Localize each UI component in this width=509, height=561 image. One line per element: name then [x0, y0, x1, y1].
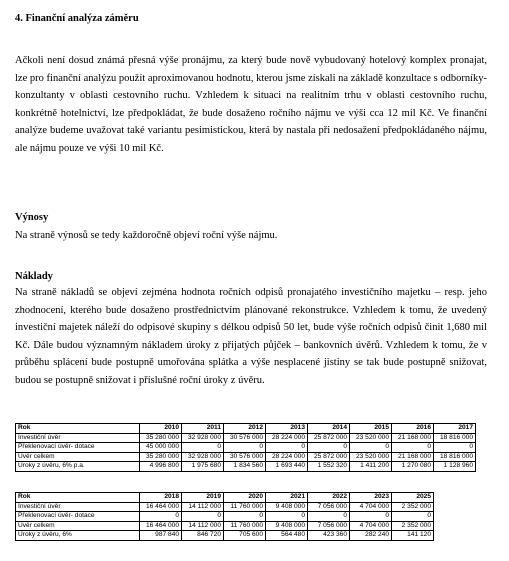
value-cell: 0: [266, 512, 308, 522]
value-cell: 0: [350, 443, 392, 453]
row-label-cell: Úvěr celkem: [16, 521, 140, 531]
value-cell: 1 270 080: [392, 462, 434, 472]
table-header-row: [16, 424, 476, 434]
value-cell: 705 600: [224, 531, 266, 541]
value-cell: 1 975 680: [182, 462, 224, 472]
value-cell: 2 352 000: [392, 502, 434, 512]
value-cell: 28 224 000: [266, 452, 308, 462]
value-cell: 987 840: [140, 531, 182, 541]
header-cell: 2022: [308, 493, 350, 503]
value-cell: 4 996 800: [140, 462, 182, 472]
value-cell: 23 520 000: [350, 452, 392, 462]
row-label-cell: Úroky z úvěru, 6%: [16, 531, 140, 541]
row-label-cell: Investiční úvěr: [16, 502, 140, 512]
value-cell: 0: [140, 512, 182, 522]
value-cell: 1 552 320: [308, 462, 350, 472]
intro-paragraph: Ačkoli není dosud známá přesná výše pronájmu, za který bude nově vybudovaný hotelový komplex pronajat, lze pro finanční analýzu použít aproximovanou hodnotu, kterou jsme získali na základě konzultace s odborníky- konzultanty v oblasti cestovního ruchu. Vzhledem k situaci na realitním trhu v oblasti cestovního ruchu, konkrétně hotelnictví, lze předpokládat, že bude dosaženo ročního nájmu ve výši cca 12 mil Kč. Ve finanční analýze budeme uvažovat také variantu pesimistickou, která by nastala při nedosažení předpokládaného nájmu, ale nájmu pouze ve výši 10 mil Kč.: [15, 55, 487, 154]
header-cell: 2018: [140, 493, 182, 503]
value-cell: 25 872 000: [308, 433, 350, 443]
value-cell: 0: [392, 512, 434, 522]
revenue-heading: Výnosy: [15, 212, 49, 223]
value-cell: 32 928 000: [182, 433, 224, 443]
value-cell: 18 816 000: [434, 433, 476, 443]
header-cell: 2014: [308, 424, 350, 434]
value-cell: 11 760 000: [224, 521, 266, 531]
value-cell: 4 704 000: [350, 521, 392, 531]
value-cell: 0: [350, 512, 392, 522]
header-cell: 2011: [182, 424, 224, 434]
value-cell: 1 834 560: [224, 462, 266, 472]
costs-heading: Náklady: [15, 271, 53, 282]
value-cell: 0: [182, 512, 224, 522]
value-cell: 0: [224, 443, 266, 453]
row-label-cell: Překlenovací úvěr- dotace: [16, 443, 140, 453]
table-row: [16, 521, 434, 531]
costs-paragraph: Na straně nákladů se objeví zejména hodnota ročních odpisů pronajatého investičního majetku – resp. jeho zhodnocení, kterého bude dosaženo prostřednictvím plánované rekonstrukce. Vzhledem k tomu, že uvedený investiční majetek náleží do odpisové skupiny s délkou odpisů 50 let, bude výše ročních odpisů činit 1,680 mil Kč. Dále budou významným nákladem úroky z přijatých půjček – bankovních úvěrů. Vzhledem k tomu, že v průběhu splácení bude postupně umořována splátka a výše nesplacené jistiny se tak bude postupně snižovat, budou se postupně snižovat i příslušné roční úroky z úvěru.: [15, 287, 487, 386]
header-cell: 2021: [266, 493, 308, 503]
value-cell: 21 168 000: [392, 433, 434, 443]
table-row: [16, 433, 476, 443]
value-cell: 141 120: [392, 531, 434, 541]
header-cell: 2025: [392, 493, 434, 503]
row-label-cell: Úvěr celkem: [16, 452, 140, 462]
value-cell: 30 576 000: [224, 433, 266, 443]
value-cell: 7 056 000: [308, 521, 350, 531]
header-cell: 2019: [182, 493, 224, 503]
header-cell: 2010: [140, 424, 182, 434]
table-row: [16, 531, 434, 541]
header-cell: 2017: [434, 424, 476, 434]
value-cell: 0: [392, 443, 434, 453]
value-cell: 0: [308, 443, 350, 453]
value-cell: 0: [308, 512, 350, 522]
table-row: [16, 452, 476, 462]
value-cell: 4 704 000: [350, 502, 392, 512]
value-cell: 423 360: [308, 531, 350, 541]
value-cell: 1 693 440: [266, 462, 308, 472]
table-row: [16, 462, 476, 472]
table-row: [16, 512, 434, 522]
value-cell: 35 280 000: [140, 433, 182, 443]
value-cell: 9 408 000: [266, 502, 308, 512]
table-row: [16, 502, 434, 512]
value-cell: 25 872 000: [308, 452, 350, 462]
value-cell: 35 280 000: [140, 452, 182, 462]
value-cell: 1 411 200: [350, 462, 392, 472]
value-cell: 32 928 000: [182, 452, 224, 462]
row-label-cell: Investiční úvěr: [16, 433, 140, 443]
loan-table-2010-2017: [15, 423, 476, 472]
value-cell: 0: [224, 512, 266, 522]
value-cell: 28 224 000: [266, 433, 308, 443]
value-cell: 282 240: [350, 531, 392, 541]
value-cell: 16 464 000: [140, 521, 182, 531]
header-cell: 2013: [266, 424, 308, 434]
value-cell: 18 816 000: [434, 452, 476, 462]
row-label-cell: Úroky z úvěru, 6% p.a.: [16, 462, 140, 472]
value-cell: 2 352 000: [392, 521, 434, 531]
value-cell: 16 464 000: [140, 502, 182, 512]
value-cell: 0: [266, 443, 308, 453]
header-cell: 2023: [350, 493, 392, 503]
row-label-cell: Překlenovací úvěr- dotace: [16, 512, 140, 522]
table-row: [16, 443, 476, 453]
header-cell: 2016: [392, 424, 434, 434]
header-cell: 2020: [224, 493, 266, 503]
header-cell: 2015: [350, 424, 392, 434]
value-cell: 0: [434, 443, 476, 453]
header-cell: Rok: [16, 493, 140, 503]
value-cell: 45 000 000: [140, 443, 182, 453]
value-cell: 14 112 000: [182, 521, 224, 531]
value-cell: 11 760 000: [224, 502, 266, 512]
value-cell: 14 112 000: [182, 502, 224, 512]
section-heading: 4. Finanční analýza záměru: [15, 13, 139, 24]
revenue-text: Na straně výnosů se tedy každoročně objeví roční výše nájmu.: [15, 230, 278, 241]
header-cell: 2012: [224, 424, 266, 434]
value-cell: 1 128 960: [434, 462, 476, 472]
table-header-row: [16, 493, 434, 503]
header-cell: Rok: [16, 424, 140, 434]
value-cell: 0: [182, 443, 224, 453]
value-cell: 564 480: [266, 531, 308, 541]
value-cell: 23 520 000: [350, 433, 392, 443]
value-cell: 21 168 000: [392, 452, 434, 462]
value-cell: 9 408 000: [266, 521, 308, 531]
value-cell: 30 576 000: [224, 452, 266, 462]
value-cell: 7 056 000: [308, 502, 350, 512]
loan-table-2018-2025: [15, 492, 434, 541]
value-cell: 846 720: [182, 531, 224, 541]
